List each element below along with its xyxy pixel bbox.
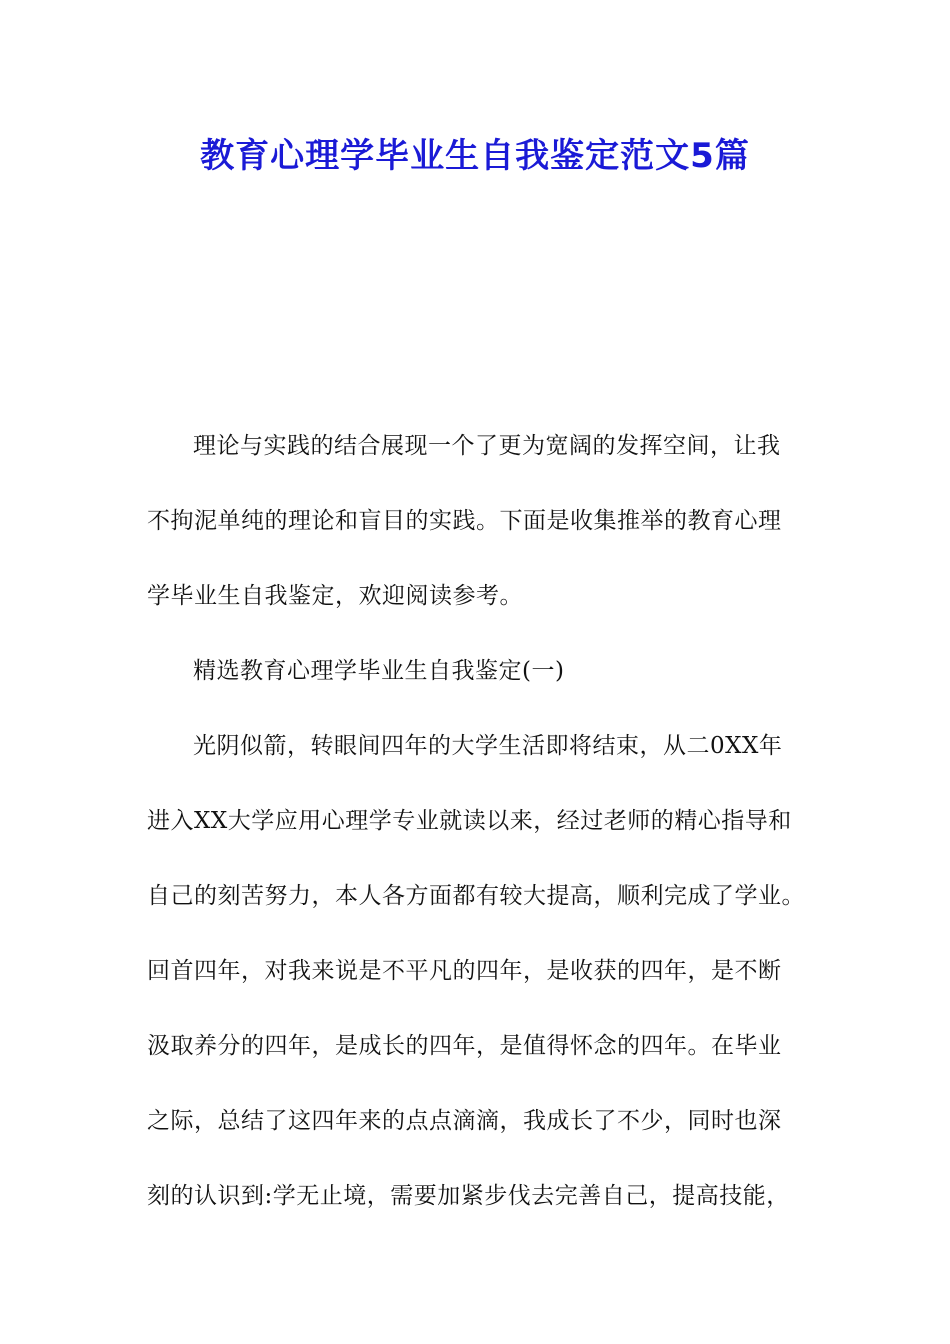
paragraph-body-line-4: 回首四年，对我来说是不平凡的四年，是收获的四年，是不断 xyxy=(147,958,782,984)
section-heading: 精选教育心理学毕业生自我鉴定(一) xyxy=(193,658,565,684)
document-title: 教育心理学毕业生自我鉴定范文5篇 xyxy=(200,136,750,176)
paragraph-body-line-2: 进入XX大学应用心理学专业就读以来，经过老师的精心指导和 xyxy=(147,808,792,834)
paragraph-body-line-1: 光阴似箭，转眼间四年的大学生活即将结束，从二0XX年 xyxy=(193,733,783,759)
document-body xyxy=(147,420,837,1245)
paragraph-intro-line-2: 不拘泥单纯的理论和盲目的实践。下面是收集推举的教育心理 xyxy=(147,508,782,534)
paragraph-body-line-3: 自己的刻苦努力，本人各方面都有较大提高，顺利完成了学业。 xyxy=(147,883,805,909)
paragraph-body-line-6: 之际，总结了这四年来的点点滴滴，我成长了不少，同时也深 xyxy=(147,1108,782,1134)
paragraph-body-line-5: 汲取养分的四年，是成长的四年，是值得怀念的四年。在毕业 xyxy=(147,1033,782,1059)
paragraph-body-line-7: 刻的认识到:学无止境，需要加紧步伐去完善自己，提高技能， xyxy=(147,1183,790,1209)
paragraph-intro-line-1: 理论与实践的结合展现一个了更为宽阔的发挥空间，让我 xyxy=(193,433,781,459)
paragraph-intro-line-3: 学毕业生自我鉴定，欢迎阅读参考。 xyxy=(147,583,523,609)
